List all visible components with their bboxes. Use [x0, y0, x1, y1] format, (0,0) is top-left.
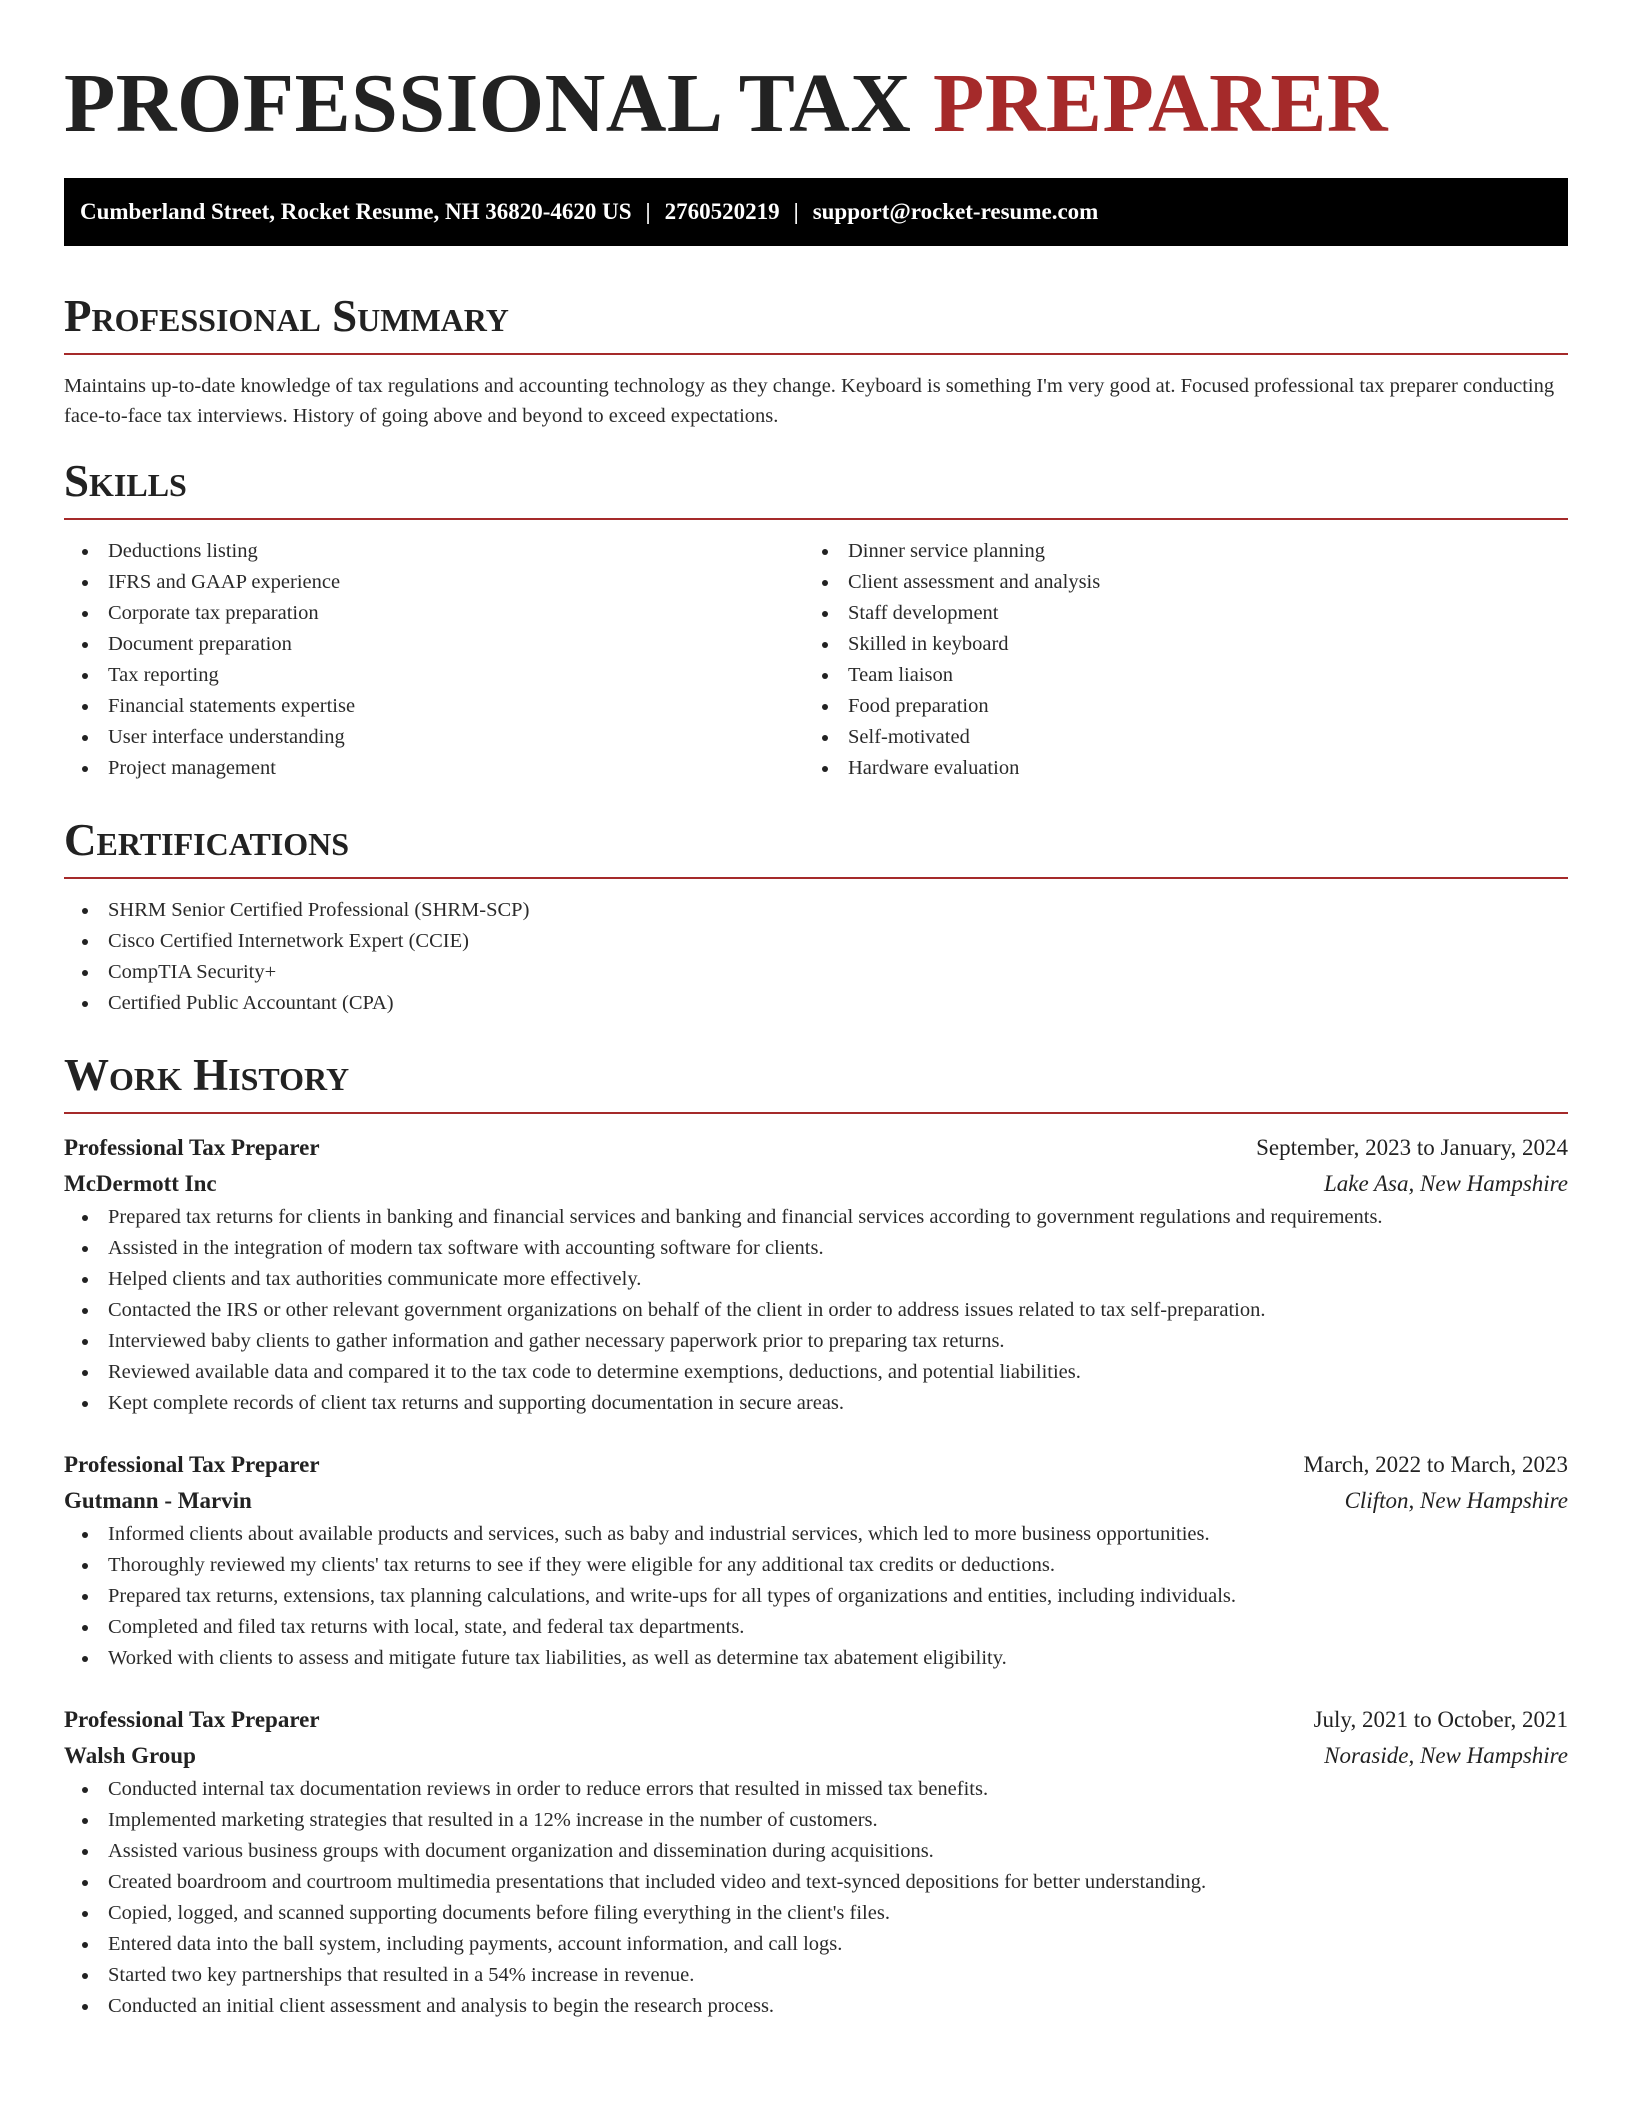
job-company: Walsh Group	[64, 1743, 196, 1768]
skills-list-right	[804, 536, 1544, 784]
section-divider	[64, 353, 1568, 355]
section-divider	[64, 1112, 1568, 1114]
contact-bar	[64, 178, 1568, 246]
job-entry	[64, 1447, 1568, 1674]
job-bullet-list	[64, 1774, 1568, 2022]
skill-item: IFRS and GAAP experience	[64, 567, 804, 598]
skill-item: Project management	[64, 753, 804, 784]
name-primary: PROFESSIONAL TAX	[64, 57, 912, 150]
job-bullet: Created boardroom and courtroom multimedia presentations that included video and text-synced depositions for better understanding.	[64, 1867, 1568, 1898]
skill-item: Food preparation	[804, 691, 1544, 722]
certifications-list	[64, 895, 1568, 1019]
job-bullet: Conducted internal tax documentation reviews in order to reduce errors that resulted in missed tax benefits.	[64, 1774, 1568, 1805]
certification-item: SHRM Senior Certified Professional (SHRM-SCP)	[64, 895, 1568, 926]
skills-section	[64, 453, 1568, 784]
job-bullet: Interviewed baby clients to gather information and gather necessary paperwork prior to preparing tax returns.	[64, 1326, 1568, 1357]
work-history-heading: Work History	[64, 1050, 350, 1100]
job-bullet: Assisted various business groups with document organization and dissemination during acquisitions.	[64, 1836, 1568, 1867]
job-bullet: Implemented marketing strategies that resulted in a 12% increase in the number of customers.	[64, 1805, 1568, 1836]
skill-item: Self-motivated	[804, 722, 1544, 753]
certification-item: CompTIA Security+	[64, 957, 1568, 988]
job-entry	[64, 1130, 1568, 1419]
job-bullet: Conducted an initial client assessment and analysis to begin the research process.	[64, 1991, 1568, 2022]
contact-separator: |	[793, 199, 799, 224]
job-bullet-list	[64, 1202, 1568, 1419]
job-location: Clifton, New Hampshire	[1344, 1488, 1568, 1513]
job-header-row	[64, 1702, 1568, 1738]
summary-text: Maintains up-to-date knowledge of tax regulations and accounting technology as they change. Keyboard is something I'm very good at. Focused professional tax preparer conducting face-to-face tax interviews. History of going above and beyond to exceed expectations.	[64, 375, 1555, 427]
job-bullet-list	[64, 1519, 1568, 1674]
job-company: McDermott Inc	[64, 1171, 217, 1196]
certifications-section	[64, 812, 1568, 1019]
job-title: Professional Tax Preparer	[64, 1452, 320, 1477]
job-bullet: Prepared tax returns for clients in banking and financial services and banking and financial services according to government regulations and requirements.	[64, 1202, 1568, 1233]
contact-phone[interactable]: 2760520219	[664, 199, 780, 224]
job-title: Professional Tax Preparer	[64, 1707, 320, 1732]
skill-item: Financial statements expertise	[64, 691, 804, 722]
job-bullet: Completed and filed tax returns with local, state, and federal tax departments.	[64, 1612, 1568, 1643]
section-divider	[64, 518, 1568, 520]
certification-item: Cisco Certified Internetwork Expert (CCIE)	[64, 926, 1568, 957]
skill-item: Team liaison	[804, 660, 1544, 691]
summary-section	[64, 288, 1568, 431]
job-dates: September, 2023 to January, 2024	[1256, 1135, 1568, 1160]
job-company-row	[64, 1166, 1568, 1202]
skill-item: Deductions listing	[64, 536, 804, 567]
section-divider	[64, 877, 1568, 879]
skill-item: Dinner service planning	[804, 536, 1544, 567]
contact-email[interactable]: support@rocket-resume.com	[812, 199, 1099, 224]
job-header-row	[64, 1130, 1568, 1166]
summary-heading: Professional Summary	[64, 291, 509, 341]
job-bullet: Prepared tax returns, extensions, tax planning calculations, and write-ups for all types of organizations and entities, including individuals.	[64, 1581, 1568, 1612]
skill-item: Client assessment and analysis	[804, 567, 1544, 598]
skills-grid	[64, 536, 1568, 784]
contact-address: Cumberland Street, Rocket Resume, NH 36820-4620 US	[80, 199, 632, 224]
work-history-section	[64, 1047, 1568, 2022]
job-bullet: Assisted in the integration of modern tax software with accounting software for clients.	[64, 1233, 1568, 1264]
job-bullet: Worked with clients to assess and mitigate future tax liabilities, as well as determine tax abatement eligibility.	[64, 1643, 1568, 1674]
skill-item: Skilled in keyboard	[804, 629, 1544, 660]
skill-item: User interface understanding	[64, 722, 804, 753]
certifications-heading: Certifications	[64, 815, 350, 865]
skill-item: Staff development	[804, 598, 1544, 629]
job-company-row	[64, 1738, 1568, 1774]
job-bullet: Helped clients and tax authorities communicate more effectively.	[64, 1264, 1568, 1295]
job-dates: July, 2021 to October, 2021	[1313, 1707, 1568, 1732]
job-bullet: Entered data into the ball system, including payments, account information, and call logs.	[64, 1929, 1568, 1960]
job-entry	[64, 1702, 1568, 2022]
name-accent: PREPARER	[932, 57, 1389, 150]
job-bullet: Reviewed available data and compared it to the tax code to determine exemptions, deductions, and potential liabilities.	[64, 1357, 1568, 1388]
skills-heading: Skills	[64, 456, 187, 506]
job-bullet: Contacted the IRS or other relevant government organizations on behalf of the client in order to address issues related to tax self-preparation.	[64, 1295, 1568, 1326]
certification-item: Certified Public Accountant (CPA)	[64, 988, 1568, 1019]
job-location: Lake Asa, New Hampshire	[1323, 1171, 1568, 1196]
job-location: Noraside, New Hampshire	[1324, 1743, 1568, 1768]
job-bullet: Copied, logged, and scanned supporting documents before filing everything in the client's files.	[64, 1898, 1568, 1929]
job-bullet: Thoroughly reviewed my clients' tax returns to see if they were eligible for any additional tax credits or deductions.	[64, 1550, 1568, 1581]
job-dates: March, 2022 to March, 2023	[1303, 1452, 1568, 1477]
job-bullet: Started two key partnerships that resulted in a 54% increase in revenue.	[64, 1960, 1568, 1991]
resume-name-heading	[64, 0, 1568, 152]
job-company: Gutmann - Marvin	[64, 1488, 252, 1513]
job-title: Professional Tax Preparer	[64, 1135, 320, 1160]
job-company-row	[64, 1483, 1568, 1519]
skill-item: Hardware evaluation	[804, 753, 1544, 784]
job-bullet: Kept complete records of client tax returns and supporting documentation in secure areas.	[64, 1388, 1568, 1419]
job-header-row	[64, 1447, 1568, 1483]
job-bullet: Informed clients about available products and services, such as baby and industrial services, which led to more business opportunities.	[64, 1519, 1568, 1550]
skill-item: Tax reporting	[64, 660, 804, 691]
contact-separator: |	[645, 199, 651, 224]
skills-list-left	[64, 536, 804, 784]
skill-item: Document preparation	[64, 629, 804, 660]
skill-item: Corporate tax preparation	[64, 598, 804, 629]
